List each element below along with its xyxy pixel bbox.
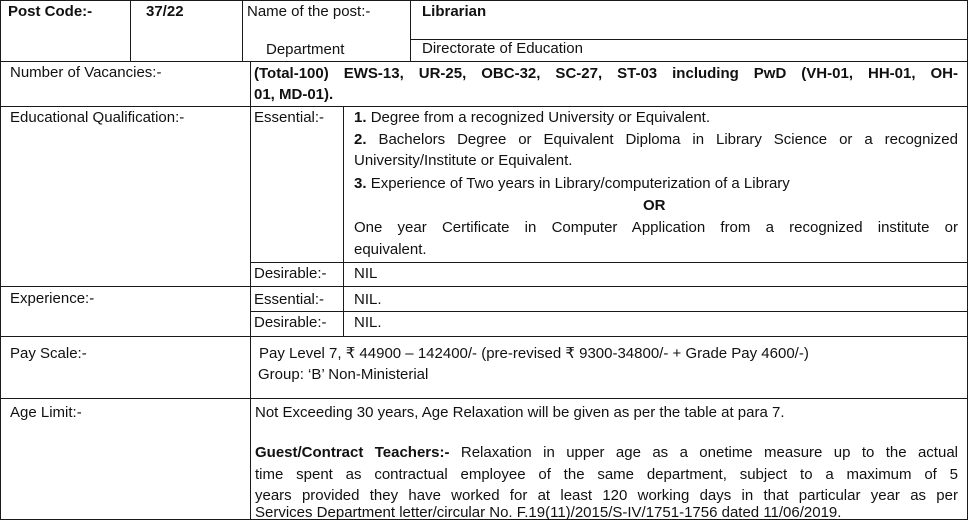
qualification-alt-line2: equivalent. bbox=[354, 241, 427, 258]
qualification-item-2-line2: University/Institute or Equivalent. bbox=[354, 152, 573, 169]
or-divider-text: OR bbox=[643, 197, 666, 214]
grid-line bbox=[242, 0, 243, 61]
grid-line bbox=[343, 106, 344, 336]
qualification-alt-line1: One year Certificate in Computer Application from a recognized institute or bbox=[354, 219, 958, 236]
grid-line bbox=[0, 398, 968, 399]
experience-essential-value: NIL. bbox=[354, 291, 382, 308]
post-code-value: 37/22 bbox=[146, 3, 184, 20]
grid-line bbox=[130, 0, 131, 61]
item-number: 2. bbox=[354, 131, 367, 148]
qualification-item-2-line1 bbox=[354, 129, 958, 151]
post-name-value: Librarian bbox=[422, 3, 487, 20]
grid-line bbox=[250, 61, 251, 520]
vacancies-label: Number of Vacancies:- bbox=[10, 64, 162, 81]
item-text: Experience of Two years in Library/computerization of a Library bbox=[370, 175, 790, 192]
age-limit-label: Age Limit:- bbox=[10, 404, 82, 421]
qualification-label: Educational Qualification:- bbox=[10, 109, 185, 126]
item-text: Degree from a recognized University or Equivalent. bbox=[370, 109, 711, 126]
qualification-item-3 bbox=[354, 173, 790, 195]
grid-line bbox=[0, 286, 968, 287]
guest-teachers-text: Relaxation in upper age as a onetime measure up to the actual bbox=[460, 444, 958, 461]
vacancies-line2: 01, MD-01). bbox=[254, 86, 334, 103]
experience-essential-label: Essential:- bbox=[254, 291, 325, 308]
guest-teachers-line4: Services Department letter/circular No. F.19(11)/2015/S-IV/1751-1756 dated 11/06/2019. bbox=[255, 504, 842, 521]
pay-scale-line1: Pay Level 7, ₹ 44900 – 142400/- (pre-revised ₹ 9300-34800/- + Grade Pay 4600/-) bbox=[259, 345, 809, 362]
pay-scale-line2: Group: ‘B’ Non-Ministerial bbox=[258, 366, 429, 383]
department-label: Department bbox=[266, 41, 345, 58]
grid-line bbox=[410, 0, 411, 61]
age-limit-line1: Not Exceeding 30 years, Age Relaxation will be given as per the table at para 7. bbox=[255, 404, 785, 421]
item-text: Bachelors Degree or Equivalent Diploma in Library Science or a recognized bbox=[378, 131, 958, 148]
guest-teachers-line1 bbox=[255, 442, 958, 464]
grid-line bbox=[0, 336, 968, 337]
guest-teachers-line3: years provided they have worked for at least 120 working days in that particular year as per bbox=[255, 487, 958, 504]
department-value: Directorate of Education bbox=[422, 40, 583, 57]
grid-line bbox=[0, 0, 1, 520]
qualification-desirable-value: NIL bbox=[354, 265, 378, 282]
item-number: 3. bbox=[354, 175, 367, 192]
qualification-item-1 bbox=[354, 107, 710, 129]
post-code-label: Post Code:- bbox=[8, 3, 93, 20]
guest-teachers-line2: time spent as contractual employee of the same department, subject to a maximum of 5 bbox=[255, 466, 958, 483]
experience-label: Experience:- bbox=[10, 290, 95, 307]
experience-desirable-value: NIL. bbox=[354, 314, 382, 331]
item-number: 1. bbox=[354, 109, 367, 126]
qualification-essential-label: Essential:- bbox=[254, 109, 325, 126]
pay-scale-label: Pay Scale:- bbox=[10, 345, 87, 362]
vacancies-line1: (Total-100) EWS-13, UR-25, OBC-32, SC-27, ST-03 including PwD (VH-01, HH-01, OH- bbox=[254, 65, 958, 82]
post-name-label: Name of the post:- bbox=[247, 3, 371, 20]
guest-teachers-label: Guest/Contract Teachers:- bbox=[255, 444, 450, 461]
qualification-desirable-label: Desirable:- bbox=[254, 265, 327, 282]
experience-desirable-label: Desirable:- bbox=[254, 314, 327, 331]
